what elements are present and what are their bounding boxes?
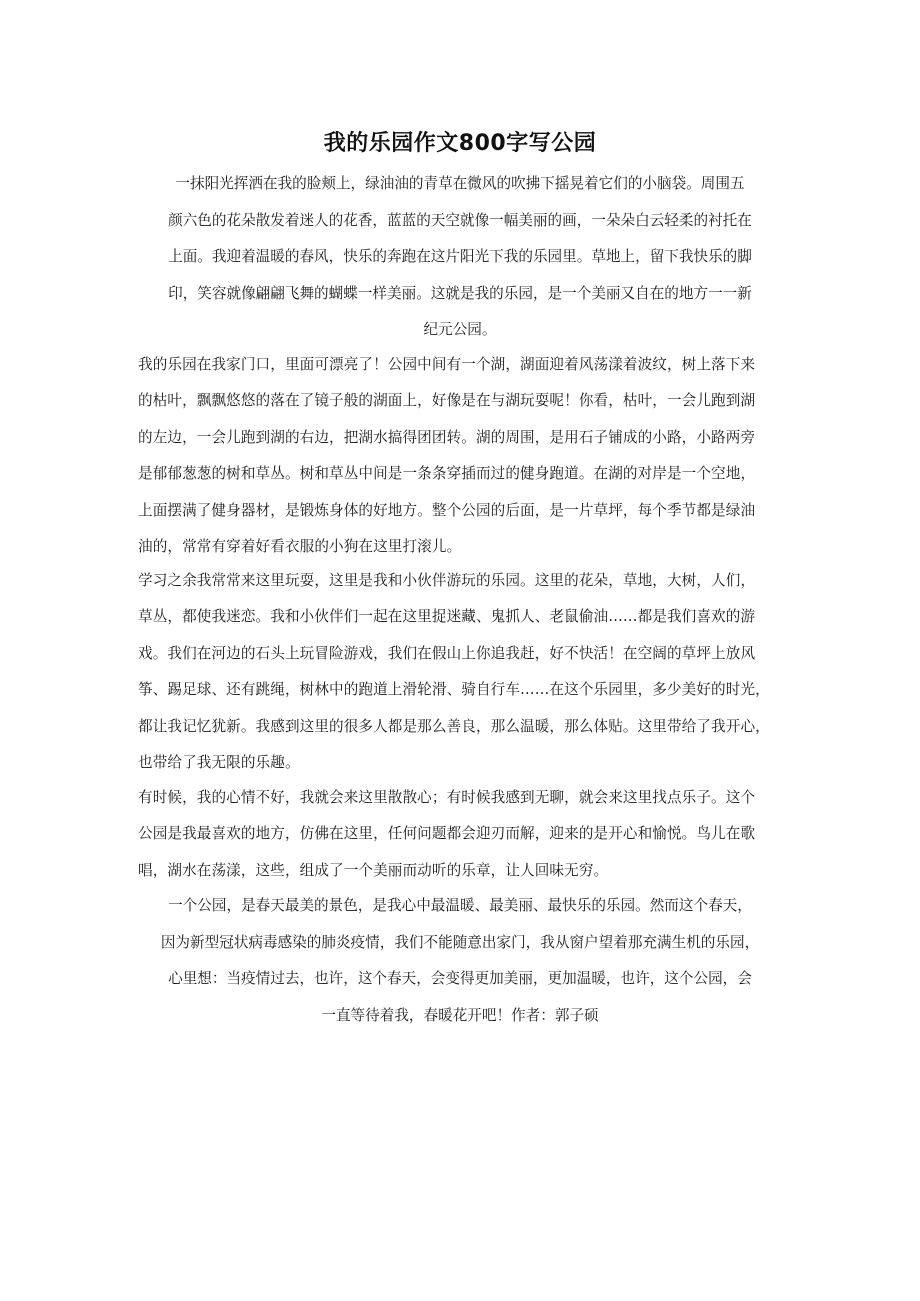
paragraph-line: 我的乐园在我家门口，里面可漂亮了！公园中间有一个湖，湖面迎着风荡漾着波纹，树上落下来 [138, 356, 756, 373]
intro-paragraph [150, 166, 770, 349]
intro-line: 纪元公园。 [423, 321, 497, 338]
paragraph-line: 上面摆满了健身器材，是锻炼身体的好地方。整个公园的后面，是一片草坪，每个季节都是绿油 [138, 501, 756, 519]
paragraph-line: 学习之余我常常来这里玩耍，这里是我和小伙伴游玩的乐园。这里的花朵，草地，大树，人们， [138, 572, 756, 589]
paragraph-line: 有时候，我的心情不好，我就会来这里散散心；有时候我感到无聊，就会来这里找点乐子。这个 [138, 789, 756, 806]
paragraph-line: 公园是我最喜欢的地方，仿佛在这里，任何问题都会迎刃而解，迎来的是开心和愉悦。鸟儿在歌 [138, 825, 756, 843]
paragraph-line: 的枯叶，飘飘悠悠的落在了镜子般的湖面上，好像是在与湖玩耍呢！你看，枯叶，一会儿跑到湖 [138, 392, 756, 410]
intro-line: 颜六色的花朵散发着迷人的花香，蓝蓝的天空就像一幅美丽的画，一朵朵白云轻柔的衬托在 [168, 211, 752, 229]
paragraph-line: 筝、踢足球、还有跳绳，树林中的跑道上滑轮滑、骑自行车……在这个乐园里，多少美好的时光， [138, 681, 770, 699]
paragraph-line: 是郁郁葱葱的树和草丛。树和草丛中间是一条条穿插而过的健身跑道。在湖的对岸是一个空地， [138, 465, 756, 483]
paragraph-lake [138, 347, 788, 565]
paragraph-line: 的左边，一会儿跑到湖的右边，把湖水搞得团团转。湖的周围，是用石子铺成的小路，小路两旁 [138, 428, 756, 446]
paragraph-line: 戏。我们在河边的石头上玩冒险游戏，我们在假山上你追我赶，好不快活！在空阔的草坪上放风 [138, 644, 756, 662]
closing-paragraph [150, 888, 770, 1034]
paragraph-line: 草丛，都使我迷恋。我和小伙伴们一起在这里捉迷藏、鬼抓人、老鼠偷油……都是我们喜欢的游 [138, 608, 756, 626]
intro-line: 一抹阳光挥洒在我的脸颊上，绿油油的青草在微风的吹拂下摇晃着它们的小脑袋。周围五 [175, 175, 745, 192]
paragraph-line: 唱，湖水在荡漾，这些，组成了一个美丽而动听的乐章，让人回味无穷。 [138, 861, 609, 879]
page-title: 我的乐园作文800字写公园 [323, 131, 597, 156]
closing-line: 一个公园，是春天最美的景色，是我心中最温暖、最美丽、最快乐的乐园。然而这个春天， [168, 897, 752, 914]
paragraph-line: 油的，常常有穿着好看衣服的小狗在这里打滚儿。 [138, 537, 462, 555]
paragraph-play [138, 563, 788, 781]
paragraph-line: 都让我记忆犹新。我感到这里的很多人都是那么善良，那么温暖，那么体贴。这里带给了我开心， [138, 717, 770, 735]
closing-line: 心里想：当疫情过去，也许，这个春天，会变得更加美丽，更加温暖，也许，这个公园，会 [168, 970, 752, 987]
paragraph-mood [138, 780, 788, 889]
intro-line: 印，笑容就像翩翩飞舞的蝴蝶一样美丽。这就是我的乐园，是一个美丽又自在的地方一一新 [168, 284, 752, 302]
closing-line: 一直等待着我，春暖花开吧！作者：郭子硕 [321, 1006, 599, 1024]
intro-line: 上面。我迎着温暖的春风，快乐的奔跑在这片阳光下我的乐园里。草地上，留下我快乐的脚 [168, 248, 752, 265]
closing-line: 因为新型冠状病毒感染的肺炎疫情，我们不能随意出家门，我从窗户望着那充满生机的乐园， [160, 933, 760, 951]
paragraph-line: 也带给了我无限的乐趣。 [138, 753, 300, 771]
